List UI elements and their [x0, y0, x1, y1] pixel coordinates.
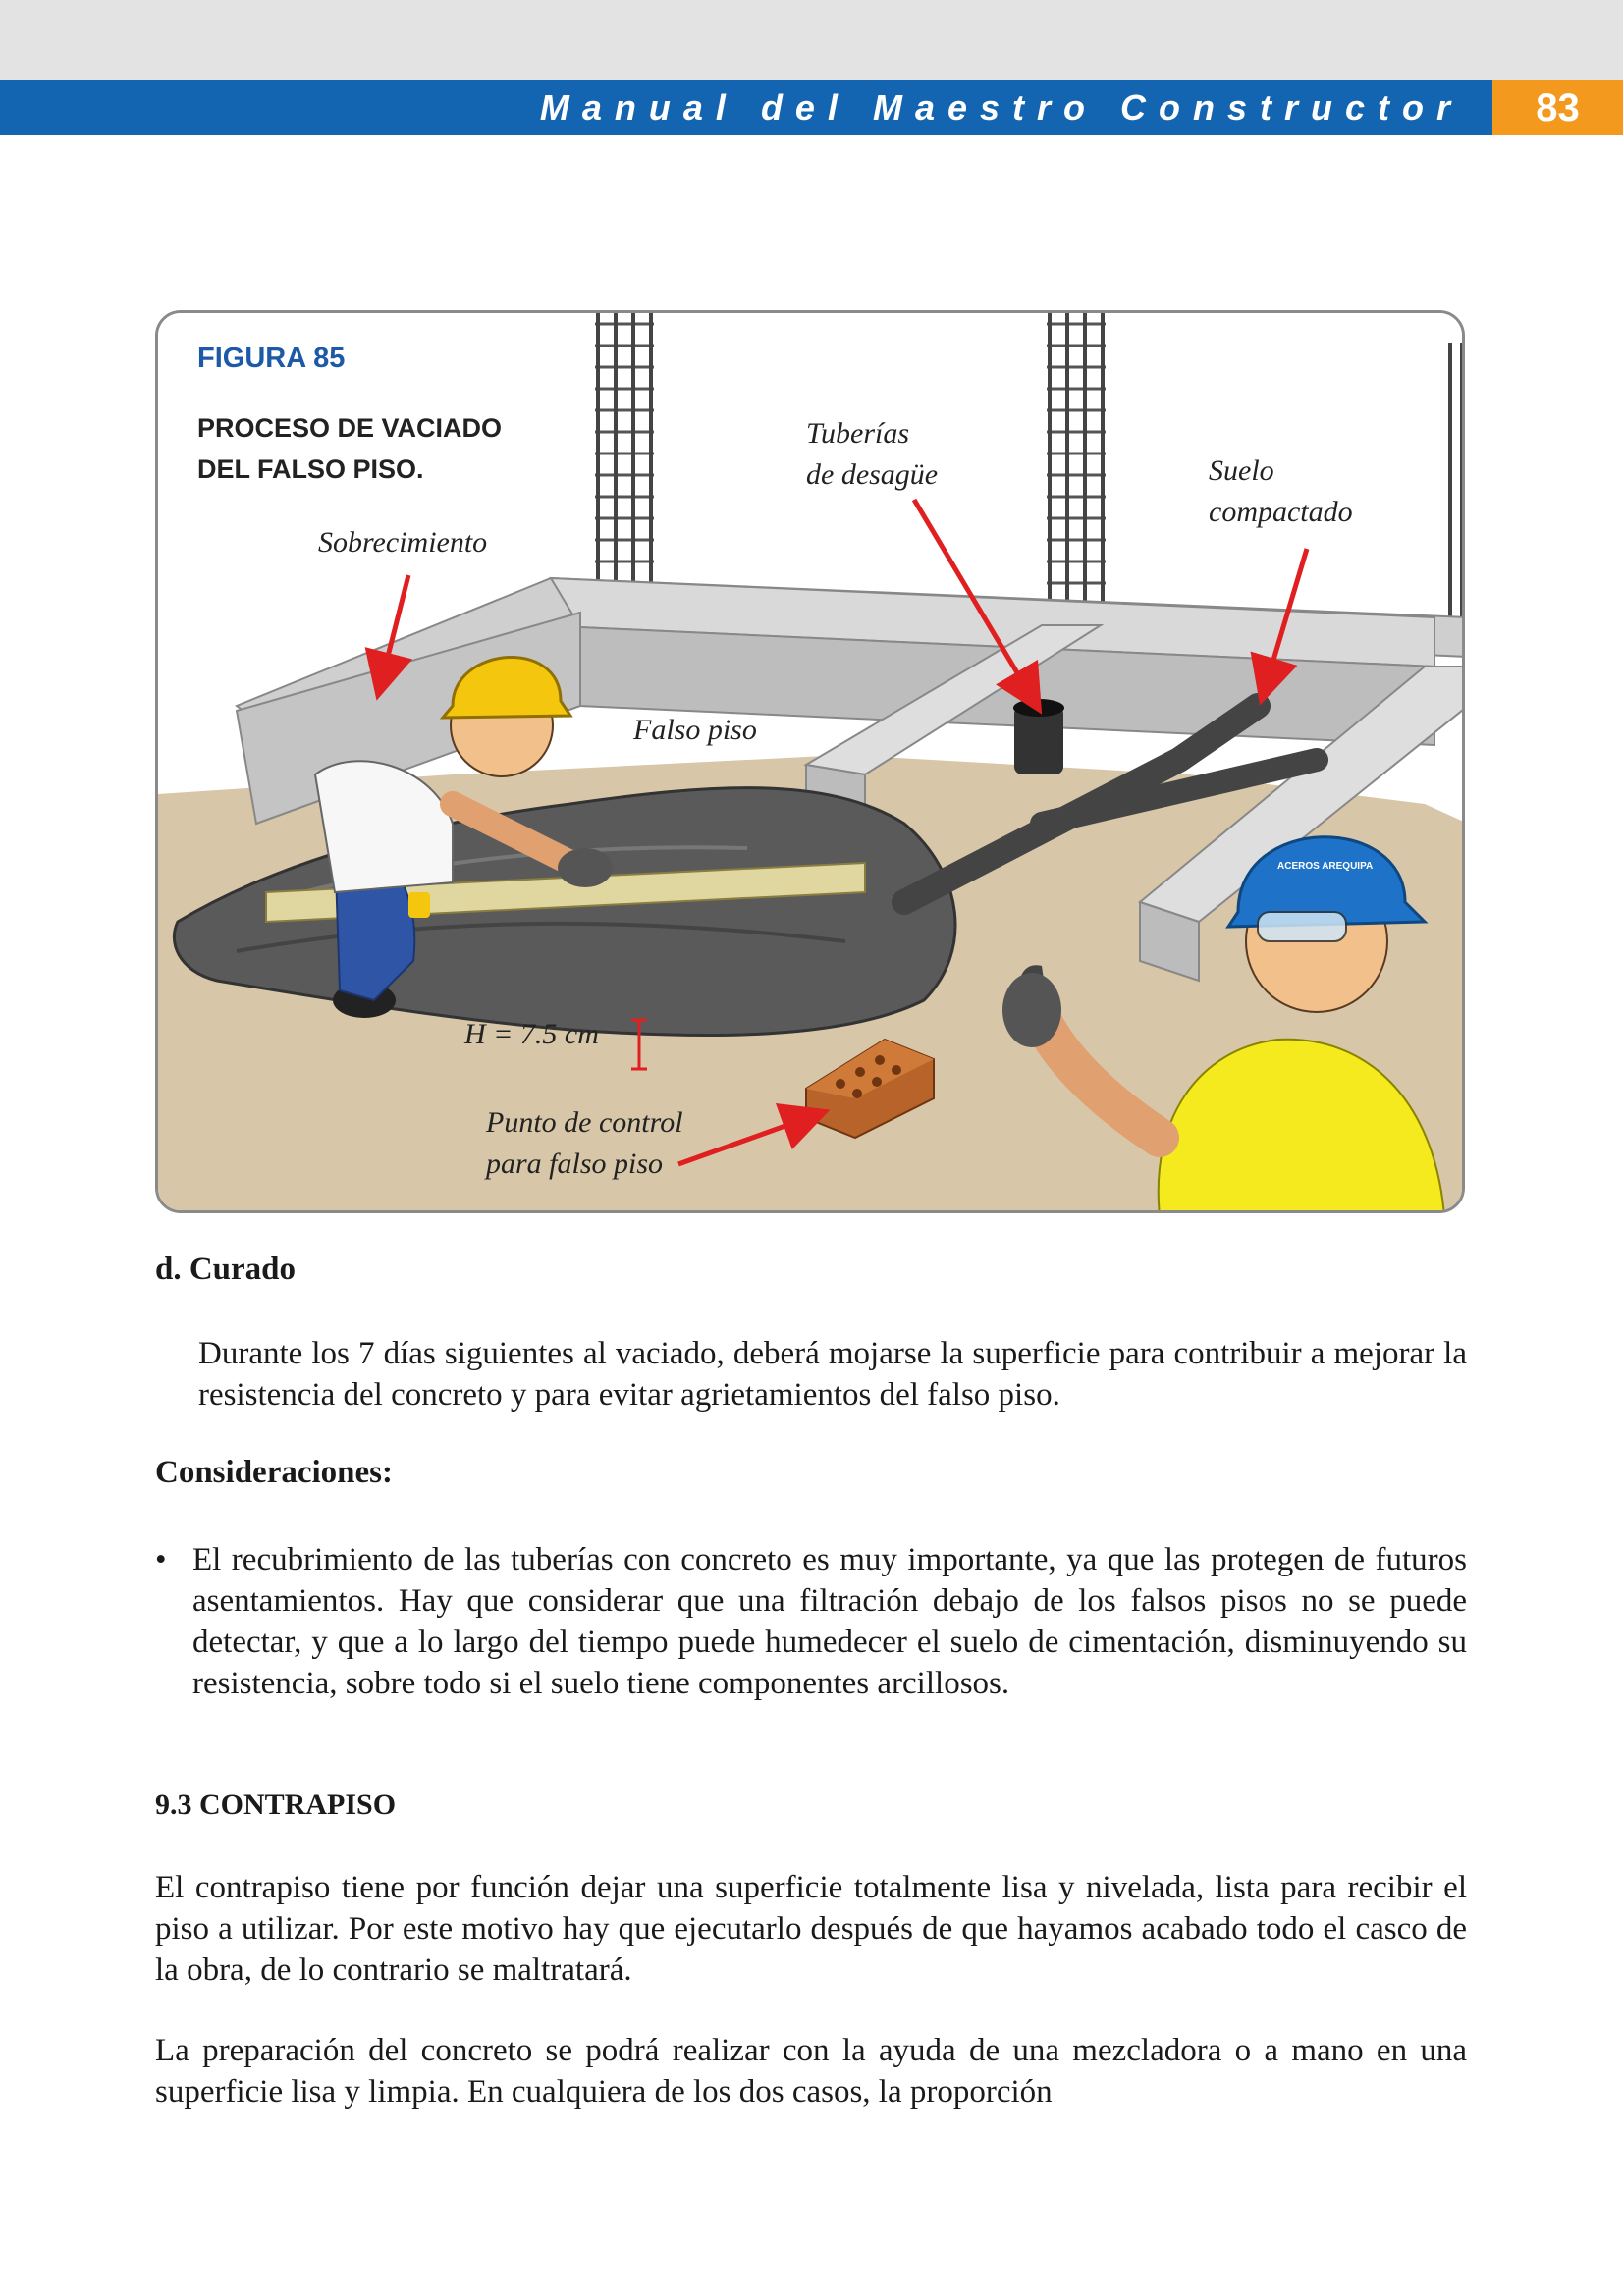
paragraph-curado: Durante los 7 días siguientes al vaciado, deberá mojarse la superficie para contribuir a mejorar la resistencia del concreto y para evitar agrietamientos del falso piso.: [198, 1336, 1467, 1413]
top-band: [0, 0, 1623, 80]
paragraph-contrapiso-1: El contrapiso tiene por función dejar una superficie totalmente lisa y nivelada, lista para recibir el piso a utilizar. Por este motivo hay que ejecutarlo después de que hayamos acabado todo el casco de la obra, de lo contrario se maltratará.: [155, 1870, 1467, 1988]
label-suelo-2: compactado: [1209, 496, 1353, 528]
helmet-logo-text: ACEROS AREQUIPA: [1277, 861, 1374, 872]
page-number: 83: [1492, 80, 1623, 135]
label-falso-piso: Falso piso: [633, 714, 757, 746]
label-punto-control-2: para falso piso: [486, 1148, 664, 1180]
paragraph-contrapiso-2: La preparación del concreto se podrá realizar con la ayuda de una mezcladora o a mano en una superficie lisa y limpia. En cualquiera de los dos casos, la proporción: [155, 2033, 1467, 2109]
header-title: Manual del Maestro Constructor: [539, 87, 1463, 128]
heading-contrapiso: 9.3 CONTRAPISO: [155, 1789, 397, 1821]
label-sobrecimiento: Sobrecimiento: [318, 526, 488, 559]
label-punto-control-1: Punto de control: [486, 1106, 683, 1139]
figure-caption: PROCESO DE VACIADO DEL FALSO PISO.: [197, 413, 503, 484]
bullet-mark: •: [155, 1542, 167, 1577]
heading-consideraciones: Consideraciones:: [155, 1455, 393, 1490]
paragraph-consideraciones: El recubrimiento de las tuberías con concreto es muy importante, ya que las protegen de futuros asentamientos. Hay que considerar que una filtración debajo de los falsos pisos no se puede detectar, y que a lo largo del tiempo puede humedecer el suelo de cimentación, disminuyendo su resistencia, sobre todo si el suelo tiene componentes arcillosos.: [192, 1542, 1467, 1701]
figure-85-box: [155, 310, 1465, 1213]
figure-label: FIGURA 85: [197, 343, 346, 374]
label-tuberias-1: Tuberías: [806, 417, 910, 450]
label-height: H = 7.5 cm: [464, 1018, 599, 1050]
header-bar: [0, 80, 1492, 135]
label-suelo-1: Suelo: [1209, 454, 1274, 487]
label-tuberias-2: de desagüe: [806, 458, 939, 491]
heading-curado: d. Curado: [155, 1252, 297, 1287]
